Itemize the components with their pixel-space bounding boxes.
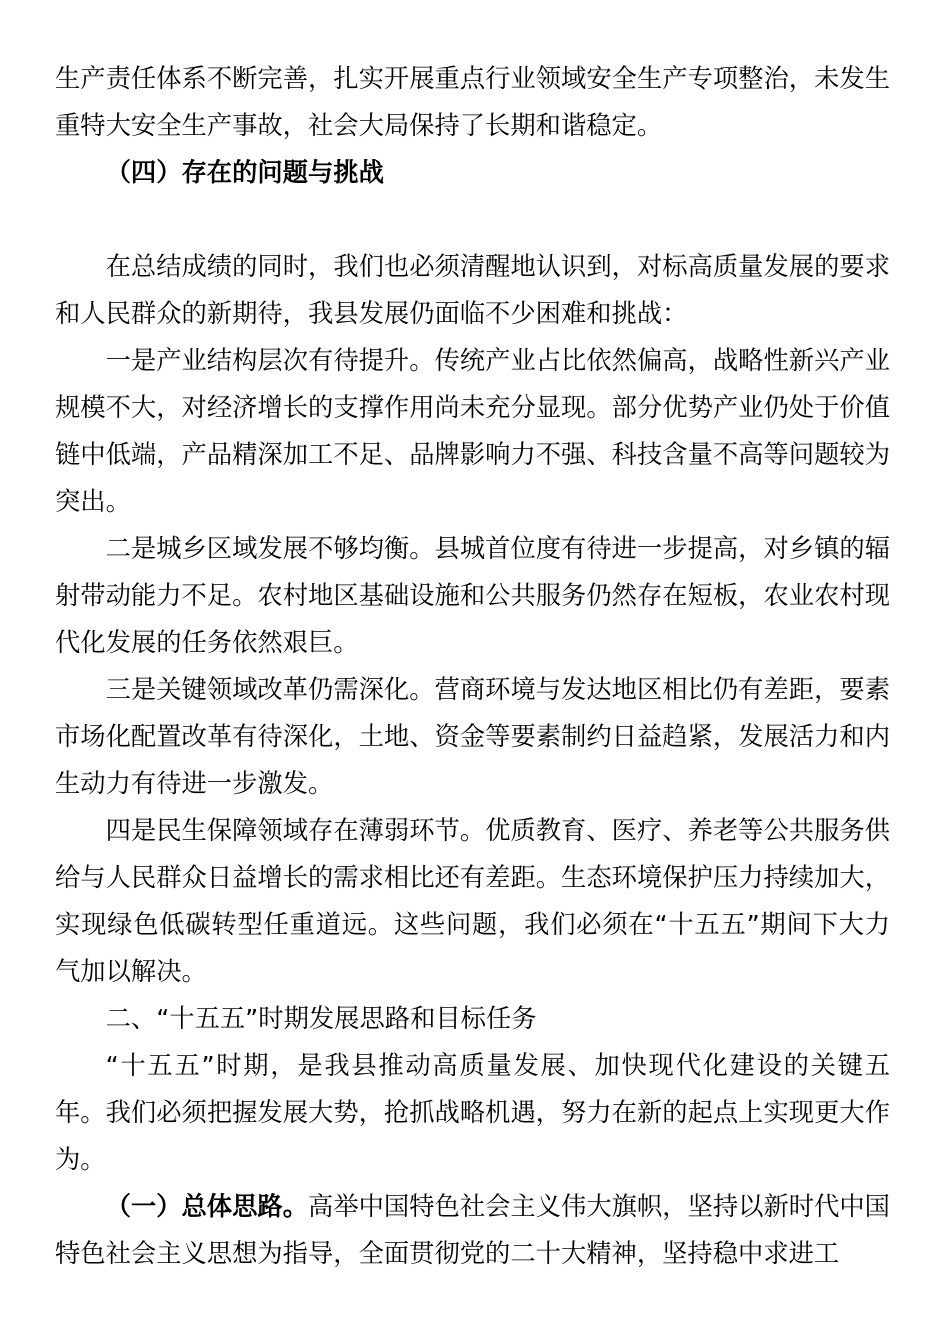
paragraph-overall-approach-text: 高举中国特色社会主义伟大旗帜，坚持以新时代中国特色社会主义思想为指导，全面贯彻党的二十大精神，坚持稳中求进工 — [55, 1192, 890, 1268]
paragraph-continuation-safety-production: 生产责任体系不断完善，扎实开展重点行业领域安全生产专项整治，未发生重特大安全生产事故，社会大局保持了长期和谐稳定。 — [55, 64, 890, 140]
paragraph-lead-label-overall-approach: （一）总体思路。 — [105, 1192, 309, 1221]
paragraph-problem-two-urban-rural-balance: 二是城乡区域发展不够均衡。县城首位度有待进一步提高，对乡镇的辐射带动能力不足。农村地区基础设施和公共服务仍然存在短板，农业农村现代化发展的任务依然艰巨。 — [55, 534, 890, 657]
heading-section-two-development-plan: 二、“十五五”时期发展思路和目标任务 — [105, 1004, 537, 1033]
paragraph-overall-approach — [55, 1183, 890, 1277]
paragraph-problem-three-key-reforms: 三是关键领域改革仍需深化。营商环境与发达地区相比仍有差距，要素市场化配置改革有待深化，土地、资金等要素制约日益趋紧，发展活力和内生动力有待进一步激发。 — [55, 675, 890, 798]
document-body — [55, 55, 890, 1277]
paragraph-problem-one-industrial-structure: 一是产业结构层次有待提升。传统产业占比依然偏高，战略性新兴产业规模不大，对经济增长的支撑作用尚未充分显现。部分优势产业仍处于价值链中低端，产品精深加工不足、品牌影响力不强、科技含量不高等问题较为突出。 — [55, 346, 890, 516]
heading-section-four-problems: （四）存在的问题与挑战 — [105, 158, 384, 187]
paragraph-summary-challenges-intro: 在总结成绩的同时，我们也必须清醒地认识到，对标高质量发展的要求和人民群众的新期待，我县发展仍面临不少困难和挑战： — [55, 252, 890, 328]
paragraph-fifteen-five-period-key-years: “十五五”时期，是我县推动高质量发展、加快现代化建设的关键五年。我们必须把握发展大势，抢抓战略机遇，努力在新的起点上实现更大作为。 — [55, 1051, 890, 1174]
paragraph-problem-four-livelihood-weakness: 四是民生保障领域存在薄弱环节。优质教育、医疗、养老等公共服务供给与人民群众日益增长的需求相比还有差距。生态环境保护压力持续加大，实现绿色低碳转型任重道远。这些问题，我们必须在“十五五”期间下大力气加以解决。 — [55, 816, 890, 986]
